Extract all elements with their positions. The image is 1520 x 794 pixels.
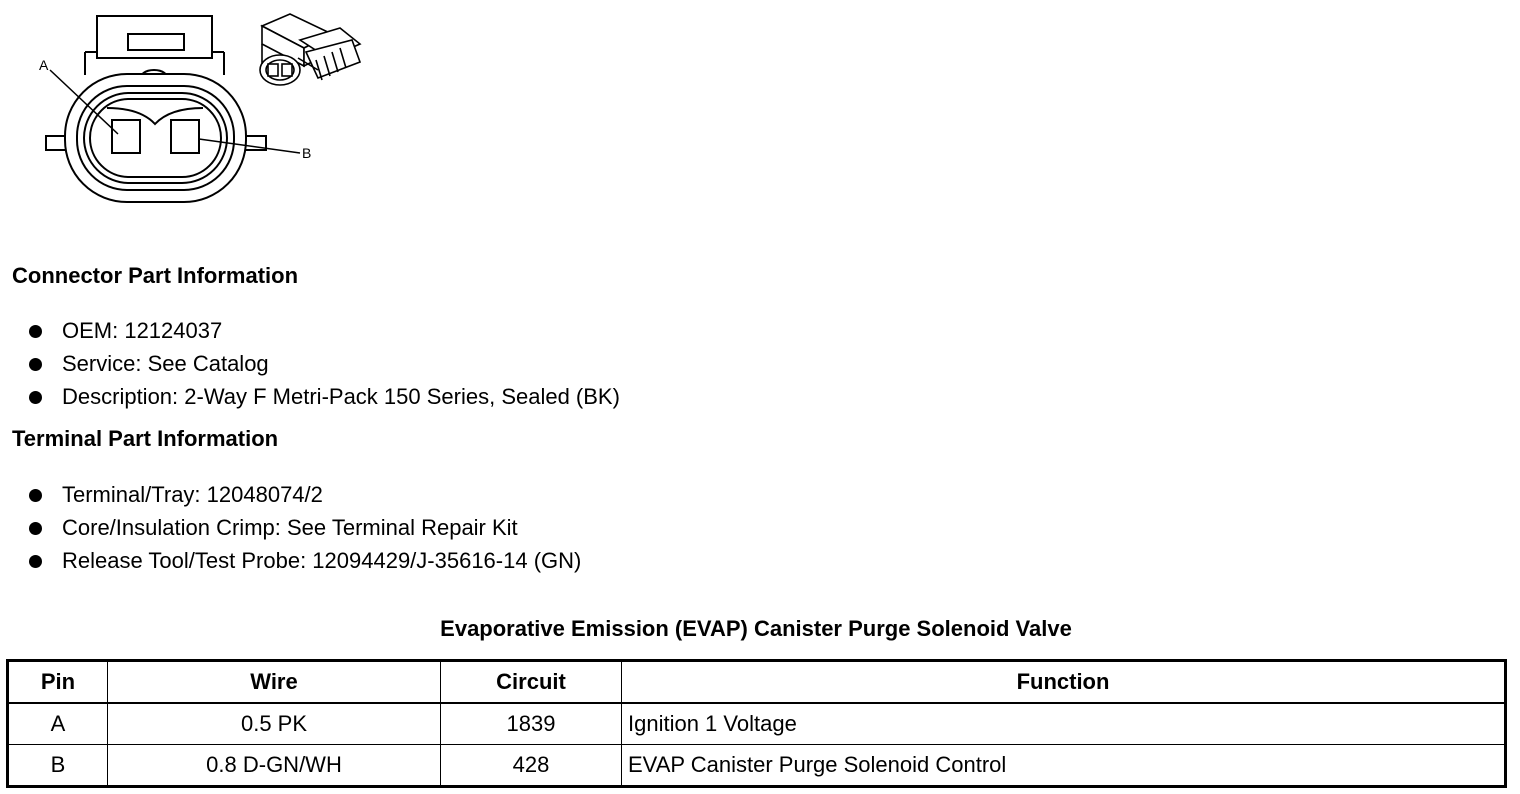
list-item-text: Service: See Catalog (62, 351, 269, 376)
connector-perspective-view (260, 14, 360, 85)
table-header-row (8, 661, 1506, 704)
list-item (0, 317, 620, 350)
table-row (8, 703, 1506, 745)
connector-info-heading: Connector Part Information (12, 263, 299, 288)
terminal-info-list (0, 481, 581, 580)
list-item-text: Description: 2-Way F Metri-Pack 150 Series, Sealed (BK) (62, 384, 620, 409)
header-pin: Pin (8, 661, 108, 704)
header-function: Function (622, 661, 1506, 704)
cell-pin: A (8, 703, 108, 745)
bullet-icon (29, 522, 42, 535)
pin-a-label: A (39, 57, 49, 73)
cell-wire: 0.8 D-GN/WH (108, 745, 441, 787)
bullet-icon (29, 325, 42, 338)
latch-window (128, 34, 184, 50)
left-tab (46, 136, 65, 150)
pin-b-label: B (302, 145, 312, 161)
list-item (0, 547, 581, 580)
cell-function: EVAP Canister Purge Solenoid Control (622, 745, 1506, 787)
cell-function: Ignition 1 Voltage (622, 703, 1506, 745)
cavity-a (112, 120, 140, 153)
table-row (8, 745, 1506, 787)
terminal-info-heading: Terminal Part Information (12, 426, 279, 451)
cell-pin: B (8, 745, 108, 787)
bullet-icon (29, 391, 42, 404)
list-item (0, 481, 581, 514)
connector-info-list (0, 317, 620, 416)
cavity-b (171, 120, 199, 153)
bullet-icon (29, 358, 42, 371)
cell-circuit: 428 (441, 745, 622, 787)
list-item (0, 383, 620, 416)
cell-circuit: 1839 (441, 703, 622, 745)
header-circuit: Circuit (441, 661, 622, 704)
pinout-table (6, 659, 1507, 788)
list-item-text: Terminal/Tray: 12048074/2 (62, 482, 323, 507)
header-wire: Wire (108, 661, 441, 704)
bullet-icon (29, 555, 42, 568)
list-item-text: OEM: 12124037 (62, 318, 223, 343)
list-item-text: Release Tool/Test Probe: 12094429/J-35616-14 (GN) (62, 548, 582, 573)
bullet-icon (29, 489, 42, 502)
list-item (0, 514, 581, 547)
list-item-text: Core/Insulation Crimp: See Terminal Repair Kit (62, 515, 518, 540)
list-item (0, 350, 620, 383)
connector-illustration (0, 0, 380, 230)
table-title: Evaporative Emission (EVAP) Canister Purge Solenoid Valve (440, 616, 1072, 641)
cell-wire: 0.5 PK (108, 703, 441, 745)
